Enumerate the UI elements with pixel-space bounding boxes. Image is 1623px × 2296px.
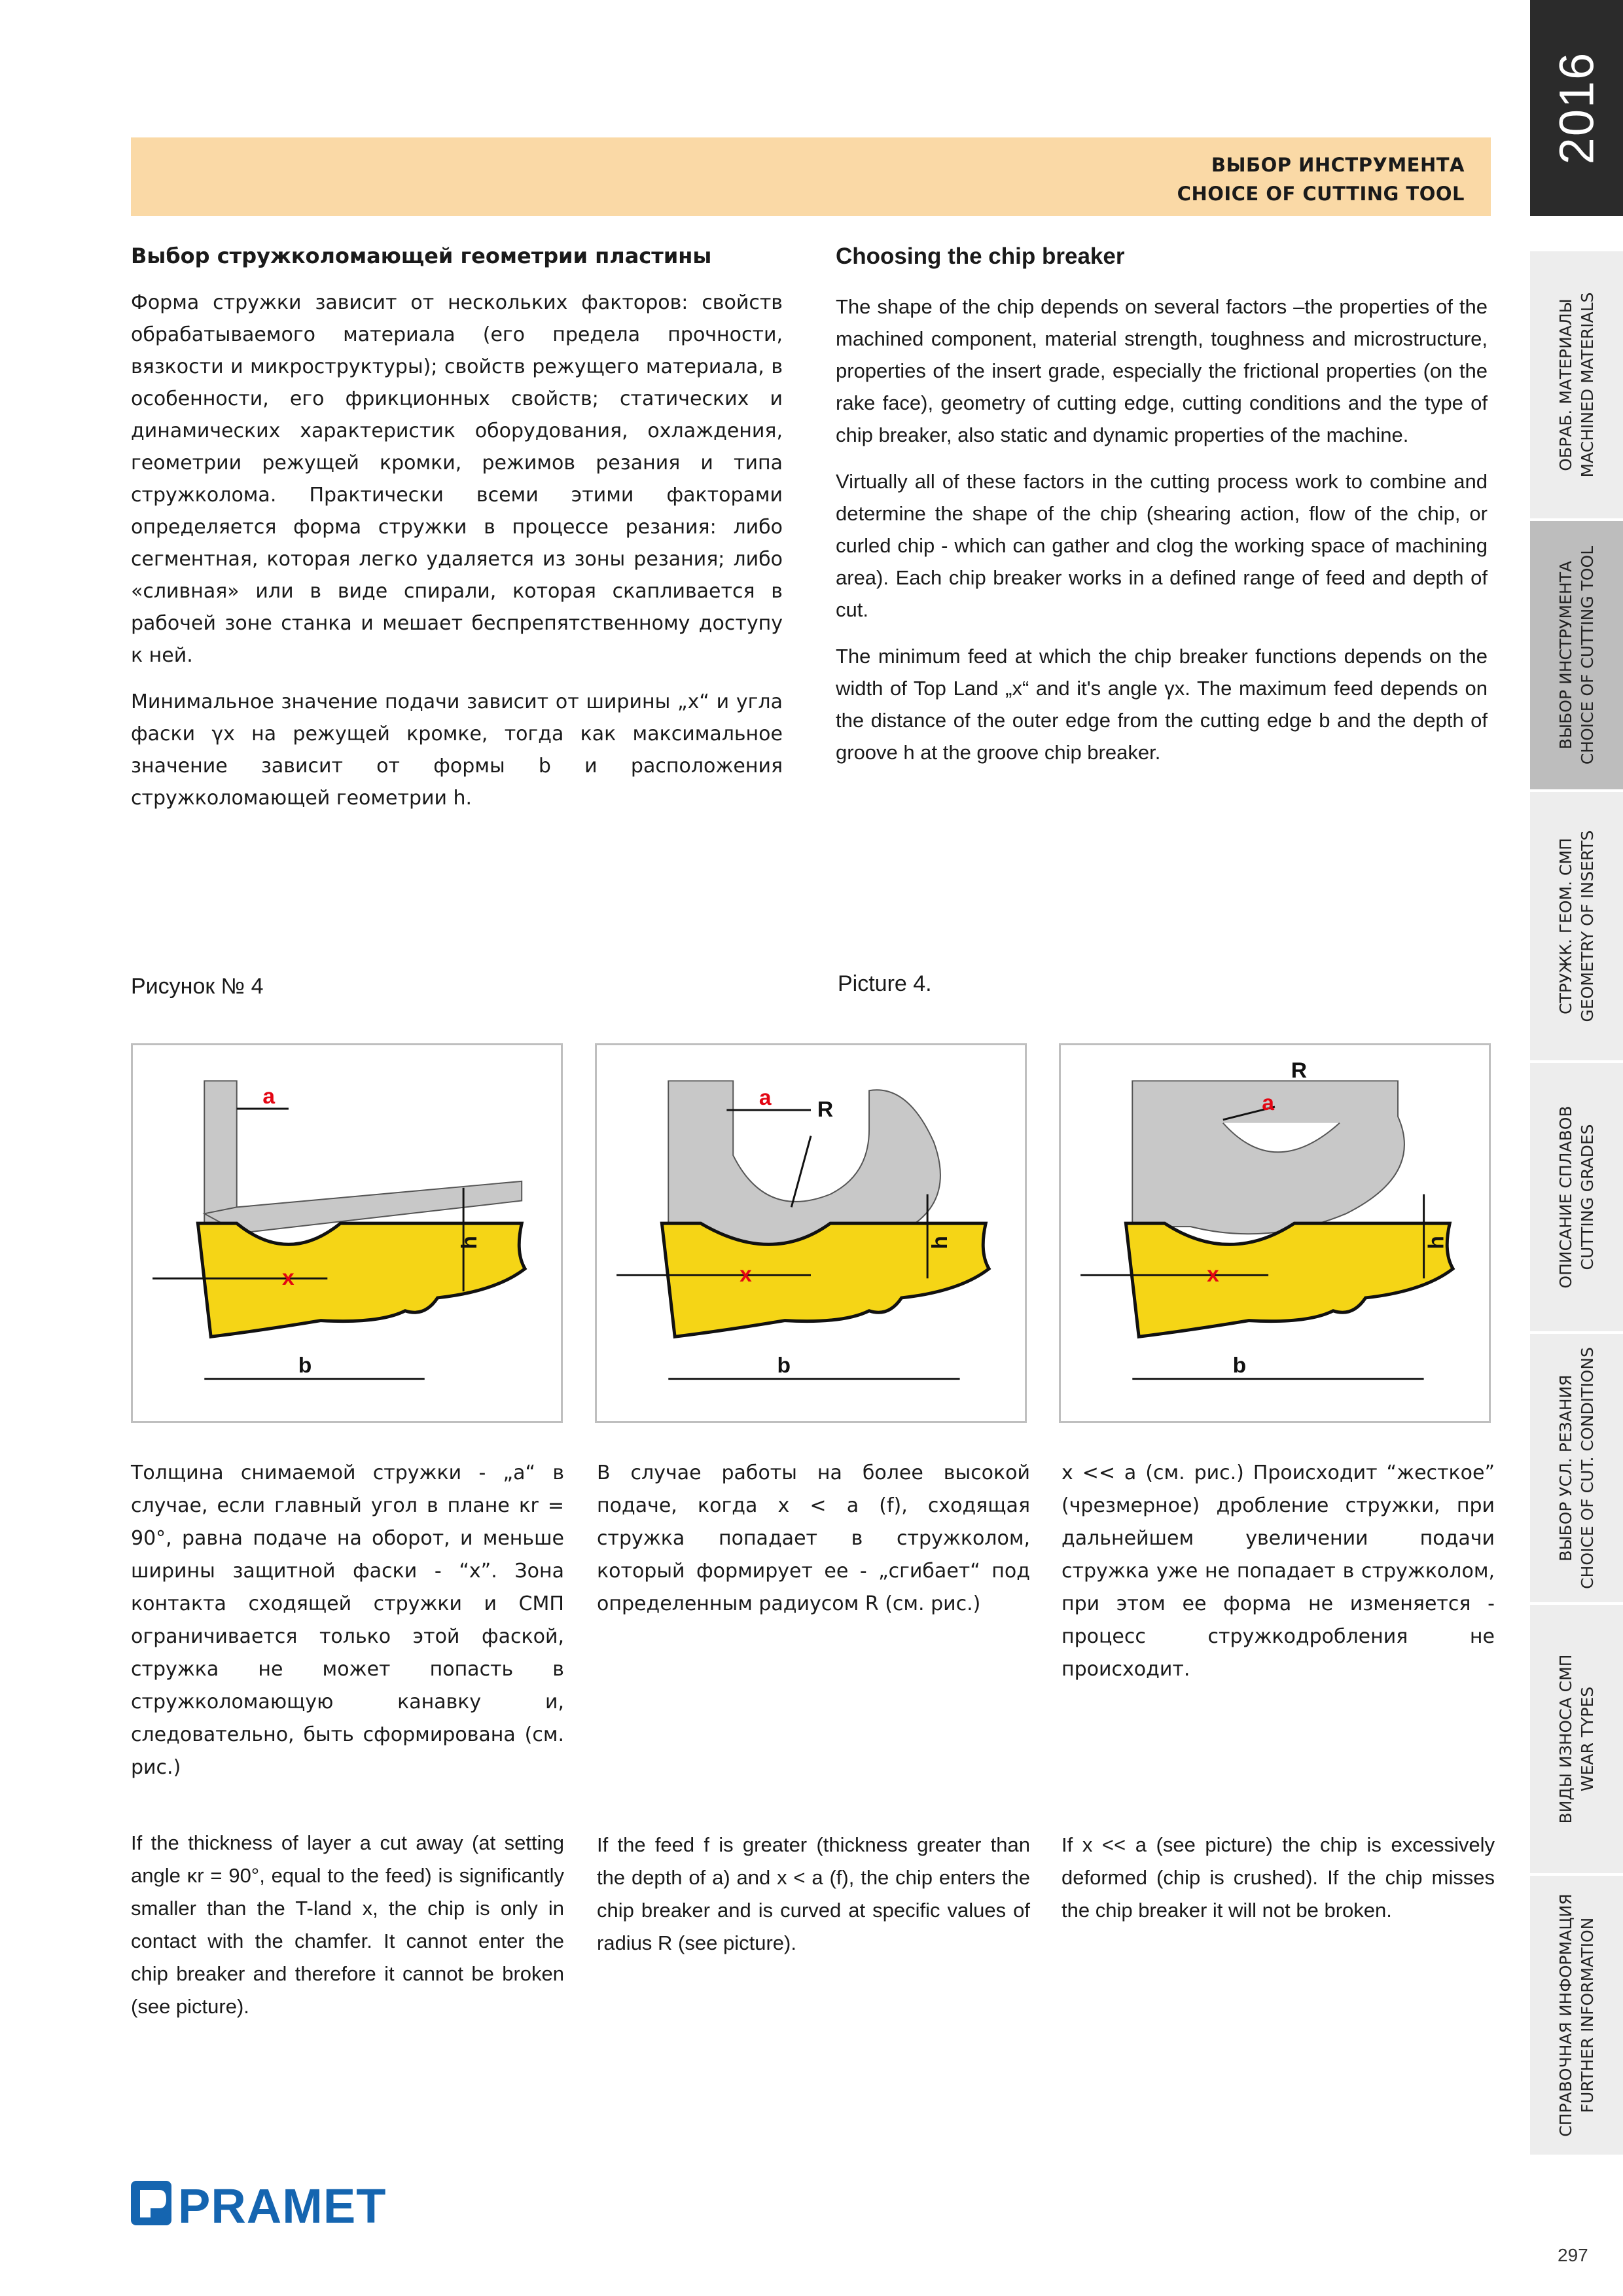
section-header: [131, 137, 1491, 216]
tab-machined-materials[interactable]: [1530, 249, 1623, 518]
label-b: b: [1232, 1353, 1247, 1378]
figure-medium-feed-drawing: [597, 1045, 1025, 1421]
label-a: a: [1262, 1090, 1274, 1115]
logo-text: PRAMET: [178, 2179, 387, 2229]
figure-high-feed: [1059, 1043, 1491, 1423]
tab-further-information[interactable]: [1530, 1873, 1623, 2155]
pramet-logo: [131, 2177, 399, 2229]
tab-label-ru: ОПИСАНИЕ СПЛАВОВ: [1556, 1105, 1575, 1289]
en-col-2: If the feed f is greater (thickness greater than the depth of a) and x < a (f), the chip enters the chip breaker and is curved at specific values of radius R (see picture).: [597, 1833, 1030, 1954]
tab-choice-of-cutting-tool[interactable]: [1530, 518, 1623, 789]
intro-ru-p2: Минимальное значение подачи зависит от ширины „x“ и угла фаски γx на режущей кромке, тогда как максимальное значение зависит от формы b и расположения стружколомающей геометрии h.: [131, 691, 783, 810]
intro-en-p3: The minimum feed at which the chip breaker functions depends on the width of Top Land „x“ and it's angle γx. The maximum feed depends on the distance of the outer edge from the cutting edge b and the depth of groove h at the groove chip breaker.: [836, 645, 1488, 764]
label-h: h: [1424, 1236, 1449, 1249]
section-title-en: CHOICE OF CUTTING TOOL: [1177, 183, 1465, 205]
tab-label-ru: СТРУЖК. ГЕОМ. СМП: [1556, 838, 1575, 1014]
tab-label-ru: ВЫБОР УСЛ. РЕЗАНИЯ: [1556, 1374, 1575, 1562]
r-pointer: [791, 1136, 811, 1208]
intro-ru: [131, 287, 783, 829]
intro-ru-p1: Форма стружки зависит от нескольких факторов: свойств обрабатываемого материала (его предела прочности, вязкости и микроструктуры); свойств режущего материала, в особенности, его фрикционных свойств; статических и динамических характеристик оборудования, охлаждения, геометрии режущей кромки, режимов резания и типа стружколома. Практически всеми этими факторами определяется форма стружки в процессе резания: либо сегментная, которая легко удаляется из зоны резания; либо «сливная» или в виде спирали, которая скапливается в рабочей зоне станка и мешает беспрепятственному доступу к ней.: [131, 291, 783, 667]
tab-label-ru: СПРАВОЧНАЯ ИНФОРМАЦИЯ: [1556, 1893, 1575, 2137]
heading-ru: Выбор стружколомающей геометрии пластины: [131, 243, 712, 268]
figure-high-feed-drawing: [1061, 1045, 1489, 1421]
ru-col-3: x << a (см. рис.) Происходит “жесткое” (чрезмерное) дробление стружки, при дальнейшем увеличении подачи стружка уже не попадает в стружколом, при этом ее форма не изменяется - процесс стружкодробления не происходит.: [1061, 1462, 1495, 1681]
tab-label-en: MACHINED MATERIALS: [1578, 292, 1597, 478]
tab-label-ru: ОБРАБ. МАТЕРИАЛЫ: [1556, 298, 1575, 471]
figure-caption-ru: Рисунок № 4: [131, 974, 264, 999]
label-x: x: [740, 1263, 752, 1287]
tab-label-ru: ВЫБОР ИНСТРУМЕНТА: [1556, 560, 1575, 750]
intro-en: [836, 291, 1488, 783]
en-col-1: If the thickness of layer a cut away (at setting angle κr = 90°, equal to the feed) is significantly smaller than the T-land x, the chip is only in contact with the chamfer. It cannot enter the chip breaker and therefore it cannot be broken (see picture).: [131, 1831, 564, 2018]
label-r: R: [817, 1097, 834, 1122]
tab-cutting-grades[interactable]: [1530, 1060, 1623, 1331]
tab-wear-types[interactable]: [1530, 1602, 1623, 1873]
year-label: 2016: [1549, 51, 1604, 165]
year-tab: [1530, 0, 1623, 216]
figure-low-feed: [131, 1043, 563, 1423]
label-a: a: [262, 1085, 276, 1109]
figure-medium-feed: [595, 1043, 1027, 1423]
intro-en-p1: The shape of the chip depends on several factors –the properties of the machined component, material strength, toughness and microstructure, properties of the insert grade, especially the frictional properties (on the rake face), geometry of cutting edge, cutting conditions and the type of chip breaker, also static and dynamic properties of the machine.: [836, 295, 1488, 446]
tab-label-en: FURTHER INFORMATION: [1578, 1917, 1597, 2113]
intro-en-p2: Virtually all of these factors in the cutting process work to combine and determine the shape of the chip (shearing action, flow of the chip, or curled chip - which can gather and clog the working space of machining area). Each chip breaker works in a defined range of feed and depth of cut.: [836, 470, 1488, 621]
label-b: b: [298, 1353, 312, 1378]
heading-en: Choosing the chip breaker: [836, 243, 1125, 269]
en-col-3: If x << a (see picture) the chip is excessively deformed (chip is crushed). If the chip misses the chip breaker it will not be broken.: [1061, 1833, 1495, 1922]
page-number: 297: [1558, 2245, 1588, 2265]
tab-label-en: WEAR TYPES: [1578, 1686, 1597, 1792]
label-x: x: [282, 1266, 294, 1291]
label-a: a: [758, 1086, 772, 1111]
insert-body: [1126, 1223, 1453, 1336]
figure-caption-en: Picture 4.: [838, 971, 932, 996]
tab-label-ru: ВИДЫ ИЗНОСА СМП: [1556, 1654, 1575, 1824]
ru-col-1: Толщина снимаемой стружки - „a“ в случае, если главный угол в плане κr = 90°, равна подаче на оборот, и меньше ширины защитной фаски - “x”. Зона контакта сходящей стружки и СМП ограничивается только этой фаской, стружка не может попасть в стружколомающую канавку и, следовательно, быть сформирована (см. рис.): [131, 1462, 564, 1779]
tab-label-en: GEOMETRY OF INSERTS: [1578, 830, 1597, 1022]
label-b: b: [777, 1353, 791, 1378]
ru-col-2: В случае работы на более высокой подаче, когда x < a (f), сходящая стружка попадает в стружколом, который формирует ее - „сгибает“ под определенным радиусом R (см. рис.): [597, 1462, 1030, 1615]
tab-label-en: CHOICE OF CUTTING TOOL: [1578, 545, 1597, 765]
label-r: R: [1291, 1058, 1308, 1083]
tab-label-en: CUTTING GRADES: [1578, 1124, 1597, 1270]
figure-low-feed-drawing: [133, 1045, 561, 1421]
label-x: x: [1207, 1263, 1219, 1287]
tab-cutting-conditions[interactable]: [1530, 1331, 1623, 1602]
tab-label-en: CHOICE OF CUT. CONDITIONS: [1578, 1347, 1597, 1589]
section-title-ru: ВЫБОР ИНСТРУМЕНТА: [1211, 154, 1465, 176]
label-h: h: [457, 1236, 482, 1249]
tab-geometry-of-inserts[interactable]: [1530, 789, 1623, 1060]
label-h: h: [927, 1236, 952, 1249]
